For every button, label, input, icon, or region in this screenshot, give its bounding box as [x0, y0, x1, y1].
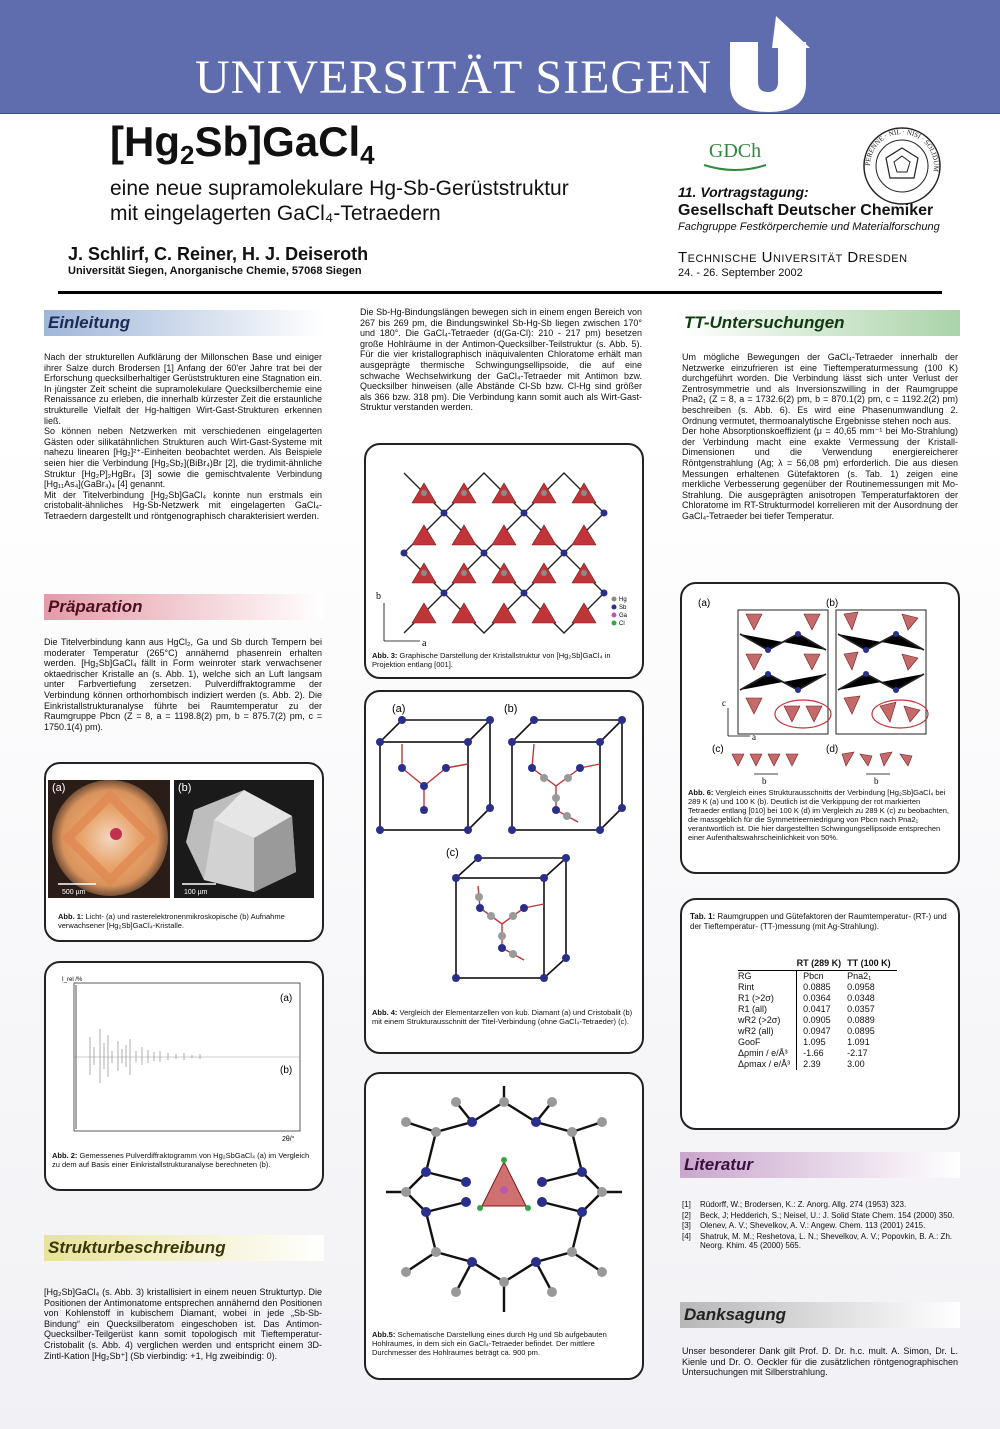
svg-text:I_rel /%: I_rel /% — [62, 977, 83, 983]
praeparation-text: Die Titelverbindung kann aus HgCl₂, Ga und Sb durch Tempern bei moderater Temperatur (265°C) annähernd phasenrein erhalten werden. [Hg₂Sb]GaCl₄ fällt in Form weinroter stark verwachsener oktaedrischer Kristalle an (s. Abb. 1), welche sich an Luft langsam unter Farbvertiefung zersetzen. Pulverdiffraktogramme der Verbindung können orthorhombisch indiziert werden (s. Abb. 2). Die Einkristallstrukturanalyse führte bei Raumtemperatur zu der Raumgruppe Pbcn (Z = 8, a = 1198.8(2) pm, b = 875.7(2) pm, c = 1750.1(4) pm). — [44, 637, 322, 732]
table-1-panel — [680, 898, 960, 1130]
svg-text:(c): (c) — [446, 847, 459, 859]
crystal-structure-projection — [374, 453, 634, 649]
figure-abb3 — [364, 443, 644, 679]
table-row: Δρmax / e/Å³ 2.39 3.00 — [738, 1059, 865, 1069]
light-micrograph — [48, 780, 170, 898]
heading-tt: TT-Untersuchungen — [680, 310, 960, 336]
svg-text:(a): (a) — [392, 703, 406, 715]
svg-text:(a): (a) — [280, 993, 293, 1004]
heading-einleitung: Einleitung — [44, 310, 324, 336]
svg-text:c: c — [722, 698, 726, 708]
seal-logo — [862, 126, 942, 206]
caption-abb2: Abb. 2: Gemessenes Pulverdiffraktogramm von Hg₂SbGaCl₄ (a) im Vergleich zu dem auf Basis einer Einkristallstrukturanalyse berechneten (b). — [52, 1151, 310, 1169]
conference-line-5: 24. - 26. September 2002 — [678, 267, 803, 279]
svg-text:Ga: Ga — [619, 613, 628, 619]
heading-struktur: Strukturbeschreibung — [44, 1235, 324, 1261]
figure-abb5 — [364, 1072, 644, 1380]
svg-text:2θ/°: 2θ/° — [282, 1136, 295, 1143]
reference-item: [2] Beck, J; Hedderich, S.; Neisel, U.: J. Solid State Chem. 154 (2000) 350. — [682, 1210, 955, 1220]
svg-text:Hg: Hg — [619, 597, 627, 603]
table-row: Δρmin / e/Å³ -1.66 -2.17 — [738, 1048, 868, 1058]
svg-text:(b): (b) — [280, 1065, 293, 1076]
svg-text:100 µm: 100 µm — [184, 889, 208, 896]
figure-abb1 — [44, 762, 324, 942]
university-name: UNIVERSITÄT SIEGEN — [195, 51, 713, 104]
svg-text:(b): (b) — [826, 598, 839, 609]
table-row: R1 (>2σ) 0.0364 0.0348 — [738, 993, 875, 1003]
university-logo-icon — [728, 14, 820, 114]
svg-text:b: b — [376, 591, 381, 602]
svg-text:PERENNE · NIL · NISI · SOLIDUM: PERENNE · NIL · NISI · SOLIDUM — [863, 127, 941, 173]
label-a: (a) — [52, 782, 66, 794]
table-row: wR2 (>2σ) 0.0905 0.0889 — [738, 1015, 875, 1025]
table-row: R1 (all) 0.0417 0.0357 — [738, 1004, 875, 1014]
affiliation: Universität Siegen, Anorganische Chemie, 57068 Siegen — [68, 265, 362, 277]
header-divider — [58, 291, 942, 294]
references-list — [682, 1200, 958, 1252]
heading-danksagung: Danksagung — [680, 1302, 960, 1328]
heading-literatur: Literatur — [680, 1152, 960, 1178]
caption-abb4: Abb. 4: Vergleich der Elementarzellen von kub. Diamant (a) und Cristobalit (b) mit einem Strukturausschnitt der Titel-Verbindung (ohne GaCl₄-Tetraeder) (c). — [372, 1008, 633, 1026]
figure-abb6 — [680, 582, 960, 874]
conference-line-3: Fachgruppe Festkörperchemie und Materialforschung — [678, 221, 940, 233]
sem-micrograph — [174, 780, 314, 898]
svg-text:Cl: Cl — [619, 621, 625, 627]
caption-abb3: Abb. 3: Graphische Darstellung der Kristallstruktur von [Hg₂Sb]GaCl₄ in Projektion entlang [001]. — [372, 651, 611, 669]
figure-abb2 — [44, 961, 324, 1191]
einleitung-text: Nach der strukturellen Aufklärung der Millonschen Base und einiger ihrer Salze durch Brodersen [1] Anfang der 60'er Jahre trat bei der Erforschung quecksilberhaltiger Gerüststrukturen eine Stagnation ein. In jüngster Zeit scheint die supramolekulare Quecksilberchemie eine Renaissance zu erleben, die innerhalb kürzester Zeit die erstaunliche strukturelle Vielfalt der Hg-haltigen Wirt-Gast-Strukturen erkennen ließ. So können neben Netzwerken mit verschiedenen eingelagerten Gästen oder silikatähnlichen Strukturen auch Wirt-Gast-Systeme mit nahezu linearen [Hg₂]²⁺-Einheiten beobachtet werden. Als Beispiele seien hier die Verbindung [Hg₃Sb₂](BiBr₄)Br [2], die trydimit-ähnliche Struktur [Hg₂P]₂HgBr₄ [3] sowie die gemischtvalente Verbindung [Hg₁₁As₄](GaBr₄)₄ [4] genannt. Mit der Titelverbindung [Hg₂Sb]GaCl₄ konnte nun erstmals ein cristobalit-ähnliches Hg-Sb-Netzwerk mit eingelagerten GaCl₄-Tetraedern dargestellt und röntgenographisch charakterisiert werden. — [44, 352, 322, 521]
heading-praeparation: Präparation — [44, 594, 324, 620]
svg-text:500 µm: 500 µm — [62, 889, 86, 896]
table-row: GooF 1.095 1.091 — [738, 1037, 870, 1047]
svg-text:a: a — [752, 732, 756, 742]
table-header-row: RT (289 K) TT (100 K) — [738, 958, 897, 971]
poster-title: $[Hg_2Sb]GaCl_4$ — [110, 118, 375, 170]
svg-text:b: b — [874, 776, 879, 784]
caption-abb5: Abb.5: Schematische Darstellung eines durch Hg und Sb aufgebauten Hohlraumes, in dem sich ein GaCl₄-Tetraeder befindet. Der mittlere Durchmesser des Hohlraumes beträgt ca. 900 pm. — [372, 1330, 607, 1357]
gdch-logo — [700, 135, 770, 175]
authors: J. Schlirf, C. Reiner, H. J. Deiseroth — [68, 244, 369, 264]
svg-text:(b): (b) — [504, 703, 518, 715]
powder-diffractogram — [60, 971, 310, 1143]
struktur-text: [Hg₂Sb]GaCl₄ (s. Abb. 3) kristallisiert in einem neuen Strukturtyp. Die Positionen der Antimonatome entsprechen annähernd den Positionen von Kohlenstoff in kubischem Diamant, wobei in jede „Sb-Sb-Bindung“ ein Quecksilberatom eingeschoben ist. Das Antimon-Quecksilber-Teilgerüst kann somit topologisch mit Tieftemperatur-Cristobalit (s. Abb. 4) verglichen werden und entspricht einem 3D-Zintl-Kation [Hg₂Sb⁺] (Sb vierbindig: +1, Hg zweibindig: 0). — [44, 1287, 322, 1361]
cavity-schematic — [376, 1082, 632, 1326]
caption-tab1: Tab. 1: Raumgruppen und Gütefaktoren der Raumtemperatur- (RT-) und der Tieftemperatur- (TT-)messung (mit Ag-Strahlung). — [690, 912, 947, 931]
reference-item: [1] Rüdorff, W.; Brodersen, K.: Z. Anorg. Allg. 274 (1953) 323. — [682, 1200, 907, 1209]
caption-abb6: Abb. 6: Vergleich eines Strukturausschnitts der Verbindung [Hg₂Sb]GaCl₄ bei 289 K (a) und 100 K (b). Deutlich ist die Verkippung der rot markierten Tetraeder entlang [010] bei 100 K (d) im Vergleich zu 289 K (c) zu beobachten, die massgeblich für die Symmetrieerniedrigung von Pbcn nach Pna2₁ verantwortlich ist. Die hier dargestellten Schwingungsellipsoide entsprechen einer Aufenthaltswahrscheinlichkeit von 50%. — [688, 788, 949, 842]
table-row: wR2 (all) 0.0947 0.0895 — [738, 1026, 875, 1036]
caption-abb1: Abb. 1: Licht- (a) und rasterelektronenmikroskopische (b) Aufnahme verwachsener [Hg₂Sb]GaCl₄-Kristalle. — [58, 912, 285, 930]
figure-abb4 — [364, 690, 644, 1054]
svg-text:(c): (c) — [712, 744, 724, 755]
svg-text:(a): (a) — [698, 598, 711, 609]
svg-text:a: a — [422, 638, 427, 649]
conference-line-1: 11. Vortragstagung: — [678, 184, 809, 200]
poster-subtitle: eine neue supramolekulare Hg-Sb-Gerüststruktur mit eingelagerten GaCl₄-Tetraedern — [110, 177, 569, 225]
tt-text: Um mögliche Bewegungen der GaCl₄-Tetraeder innerhalb der Netzwerke einzufrieren ist eine Tieftemperaturmessung (100 K) durchgeführt worden. Die Verbindung lässt sich unter Verlust der Zentrosymmetrie und als Inversionszwilling in der Raumgruppe Pna2₁ (Z = 8, a = 1732.6(2) pm, b = 870.1(2) pm, c = 1192.2(2) pm) beschreiben (s. Abb. 6). Es wird eine Phasenumwandlung 2. Ordnung vermutet, thermoanalytische Ergebnisse stehen noch aus. Der hohe Absorptionskoeffizient (μ = 40,65 mm⁻¹ bei Mo-Strahlung) der Verbindung macht eine exakte Vermessung der Kristall-Dimensionen und die Verwendung energiereicherer Röntgenstrahlung (Ag; λ = 56,08 pm) erforderlich. Die aus diesen Messungen erhaltenen Gütefaktoren (s. Tab. 1) zeigen eine merkliche Verbesserung gegenüber der Routinemessungen mit Mo-Strahlung. Die ausgeprägten anisotropen Temperaturfaktoren der Chloratome im RT-Strukturmodel korrelieren mit der Ausordnung der GaCl₄-Tetraeder bei tiefer Temperatur. — [682, 352, 958, 521]
reference-item: [4] Shatruk, M. M.; Reshetova, L. N.; Shevelkov, A. V.; Popovkin, B. A.: Zh. Neorg. Khim. 45 (2000) 565. — [682, 1231, 953, 1250]
svg-text:b: b — [762, 776, 767, 784]
svg-text:Sb: Sb — [619, 605, 627, 611]
refinement-table — [738, 958, 897, 1070]
conference-line-2: Gesellschaft Deutscher Chemiker — [678, 202, 934, 219]
unit-cell-comparison — [372, 698, 636, 1004]
danksagung-text: Unser besonderer Dank gilt Prof. D. Dr. h.c. mult. A. Simon, Dr. L. Kienle und Dr. O. Oeckler für die zusätzlichen röntgenographischen Untersuchungen mit Silberstrahlung. — [682, 1346, 958, 1378]
structure-comparison-289k-100k — [688, 590, 952, 784]
table-row: Rint 0.0885 0.0958 — [738, 982, 875, 992]
mitte-text: Die Sb-Hg-Bindungslängen bewegen sich in einem engen Bereich von 267 bis 269 pm, die Bindungswinkel Sb-Hg-Sb liegen zwischen 170° und 180°. Die GaCl₄-Tetraeder (d(Ga-Cl): 210 - 217 pm) besetzen große Hohlräume in der Antimon-Quecksilber-Teilstruktur (s. Abb. 5). Für die vier kristallographisch inäquivalenten Chloratome erhält man ausgeprägte thermische Schwingungsellipsoide, die auf eine schwache Wechselwirkung der GaCl₄-Tetraeder mit Antimon bzw. Quecksilber hinweisen (alle Abstände Cl-Sb bzw. Cl-Hg sind größer als 366 bzw. 318 pm). Die Verbindung kann somit auch als Wirt-Gast-Struktur verstanden werden. — [360, 307, 642, 413]
conference-line-4: Technische Universität Dresden — [678, 249, 908, 266]
table-row: RG Pbcn Pna2₁ — [738, 971, 872, 981]
label-b: (b) — [178, 782, 192, 794]
reference-item: [3] Olenev, A. V.; Shevelkov, A. V.: Angew. Chem. 113 (2001) 2415. — [682, 1221, 926, 1230]
svg-text:(d): (d) — [826, 744, 839, 755]
svg-text:GDCh: GDCh — [708, 140, 762, 162]
